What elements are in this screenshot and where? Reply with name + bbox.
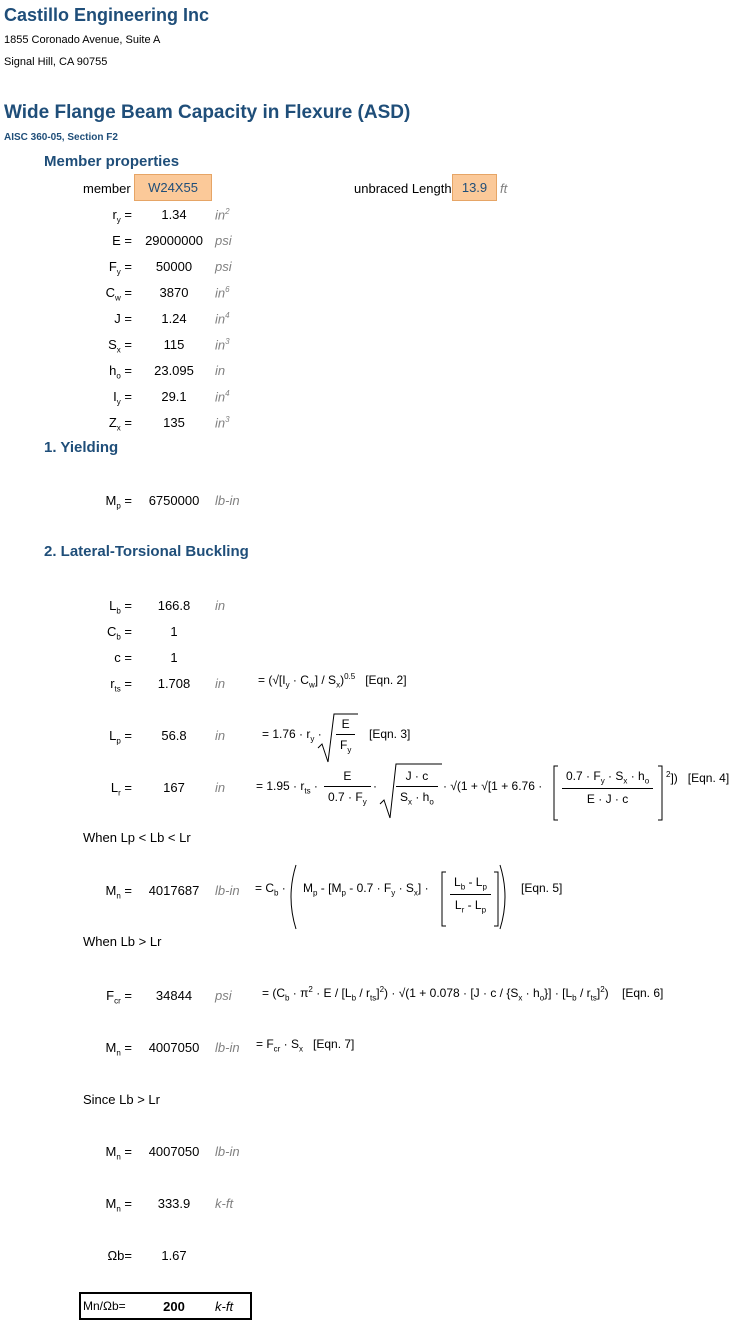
lb-value: 166.8 [157,598,191,613]
member-label: member [83,181,131,196]
result-unit: k-ft [215,1299,234,1314]
mn4-value: 333.9 [157,1196,191,1211]
mp-unit: lb-in [215,493,240,508]
unbraced-length-unit: ft [500,181,508,196]
mn3-unit: lb-in [215,1144,240,1159]
member-input[interactable]: W24X55 [134,174,212,201]
property-label: E = [112,233,132,248]
cb-label: $C_b$ = [106,624,132,642]
mn1-value: 4017687 [148,883,200,898]
omega-label: Ωb= [107,1248,132,1263]
lb-unit: in [215,598,226,613]
address-line-1: 1855 Coronado Avenue, Suite A [4,34,161,46]
property-label: $C_w$ = [105,285,132,303]
lr-label: $L_r$ = [110,780,132,798]
lr-formula-prefix: = $1.95 \cdot r_{ts}$ · [256,779,318,796]
property-unit: psi [215,233,232,248]
fcr-value: 34844 [155,988,193,1003]
mn1-label: $M_n$ = [105,883,132,901]
property-label: J = [114,311,132,326]
property-unit: in [215,363,226,378]
property-value: 23.095 [154,363,194,378]
lb-label: $L_b$ = [109,598,132,616]
property-unit: psi [215,259,232,274]
code-reference: AISC 360-05, Section F2 [4,132,118,143]
lp-formula-prefix: = $1.76 \cdot r_y$ · [262,727,322,744]
property-value: 135 [163,415,185,430]
lr-formula-frac2: $\frac{J \cdot c}{S_x \cdot h_o}$ [396,769,438,806]
address-line-2: Signal Hill, CA 90755 [4,56,108,68]
rts-unit: in [215,676,226,691]
property-unit: $in^2$ [215,207,230,223]
property-label: $Z_x$ = [108,415,132,433]
mn1-unit: lb-in [215,883,240,898]
result-value: 200 [163,1299,185,1314]
property-label: $F_y$ = [108,259,132,277]
property-label: $S_x$ = [108,337,132,355]
property-value: 29.1 [161,389,187,404]
mn2-formula: = $F_{cr} \cdot S_x$ [Eqn. 7] [256,1037,355,1054]
property-unit: $in^6$ [215,285,230,301]
eqn3-label: [Eqn. 3] [369,727,411,741]
c-label: c = [114,650,132,665]
property-unit: $in^3$ [215,337,230,353]
cb-value: 1 [170,624,178,639]
since-text: Since Lb > Lr [83,1092,160,1107]
fcr-formula: = $(C_b \cdot \pi^2 \cdot E / [L_b / r_{ts}]^2) \cdot √(1 + 0.078 \cdot [J \cdot c / \{S_x \cdot h_o\}] \cdot [L_b / r_{ts}]^2)$ [Eqn. 6] [262,985,664,1003]
lr-unit: in [215,780,226,795]
mp-value: 6750000 [148,493,200,508]
lp-unit: in [215,728,226,743]
rts-value: 1.708 [157,676,191,691]
lr-formula-suffix: $^2$]) [Eqn. 4] [666,770,730,785]
lr-formula-middle: · √(1 + √[1 + 6.76 · [443,779,543,793]
property-unit: $in^3$ [215,415,230,431]
mn4-label: $M_n$ = [105,1196,132,1214]
case2-text: When Lb > Lr [83,934,162,949]
yielding-heading: 1. Yielding [44,439,119,456]
lr-value: 167 [163,780,185,795]
omega-value: 1.67 [161,1248,187,1263]
mn4-unit: k-ft [215,1196,234,1211]
property-value: 1.34 [161,207,187,222]
result-label: Mn/Ωb= [83,1299,126,1313]
mn3-label: $M_n$ = [105,1144,132,1162]
rts-label: $r_{ts}$ = [110,676,132,694]
fcr-unit: psi [215,988,232,1003]
eqn5-label: [Eqn. 5] [521,881,563,895]
mn1-formula-middle: $M_p - [M_p - 0.7 \cdot F_y \cdot S_x]$ · [303,881,429,898]
unbraced-length-input[interactable]: 13.9 [452,174,497,201]
fcr-label: $F_{cr}$ = [106,988,132,1006]
ltb-heading: 2. Lateral-Torsional Buckling [44,543,249,560]
property-value: 3870 [159,285,189,300]
property-value: 1.24 [161,311,187,326]
lp-value: 56.8 [161,728,187,743]
lp-formula-fraction: $\frac{E}{F_y}$ [336,717,355,754]
mn1-formula-prefix: = $C_b$ · [255,881,286,898]
case1-text: When Lp < Lb < Lr [83,830,191,845]
property-value: 50000 [155,259,193,274]
lr-formula-frac1: $\frac{E}{0.7 \cdot F_y}$ [324,769,371,806]
property-label: $I_y$ = [113,389,132,407]
c-value: 1 [170,650,178,665]
rts-formula: = $(√[I_y \cdot C_w] / S_x)^{0.5}$ [Eqn. 2] [258,672,407,690]
property-unit: $in^4$ [215,389,230,405]
lr-dot-1: · [373,779,377,793]
property-label: $r_y$ = [112,207,132,225]
lr-formula-frac3: $\frac{0.7 \cdot F_y \cdot S_x \cdot h_o}{E \cdot J \cdot c}$ [562,769,653,806]
mn2-label: $M_n$ = [105,1040,132,1058]
mp-label: $M_p$ = [105,493,132,511]
company-name: Castillo Engineering Inc [4,5,210,25]
mn3-value: 4007050 [148,1144,200,1159]
mn1-formula-frac: $\frac{L_b - L_p}{L_r - L_p}$ [450,875,491,915]
page-title: Wide Flange Beam Capacity in Flexure (ASD) [4,102,411,123]
property-value: 29000000 [145,233,203,248]
property-value: 115 [163,337,185,352]
mn2-unit: lb-in [215,1040,240,1055]
property-label: $h_o$ = [109,363,132,381]
unbraced-length-label: unbraced Length [354,181,452,196]
property-unit: $in^4$ [215,311,230,327]
member-properties-heading: Member properties [44,153,180,170]
mn2-value: 4007050 [148,1040,200,1055]
lp-label: $L_p$ = [109,728,132,746]
